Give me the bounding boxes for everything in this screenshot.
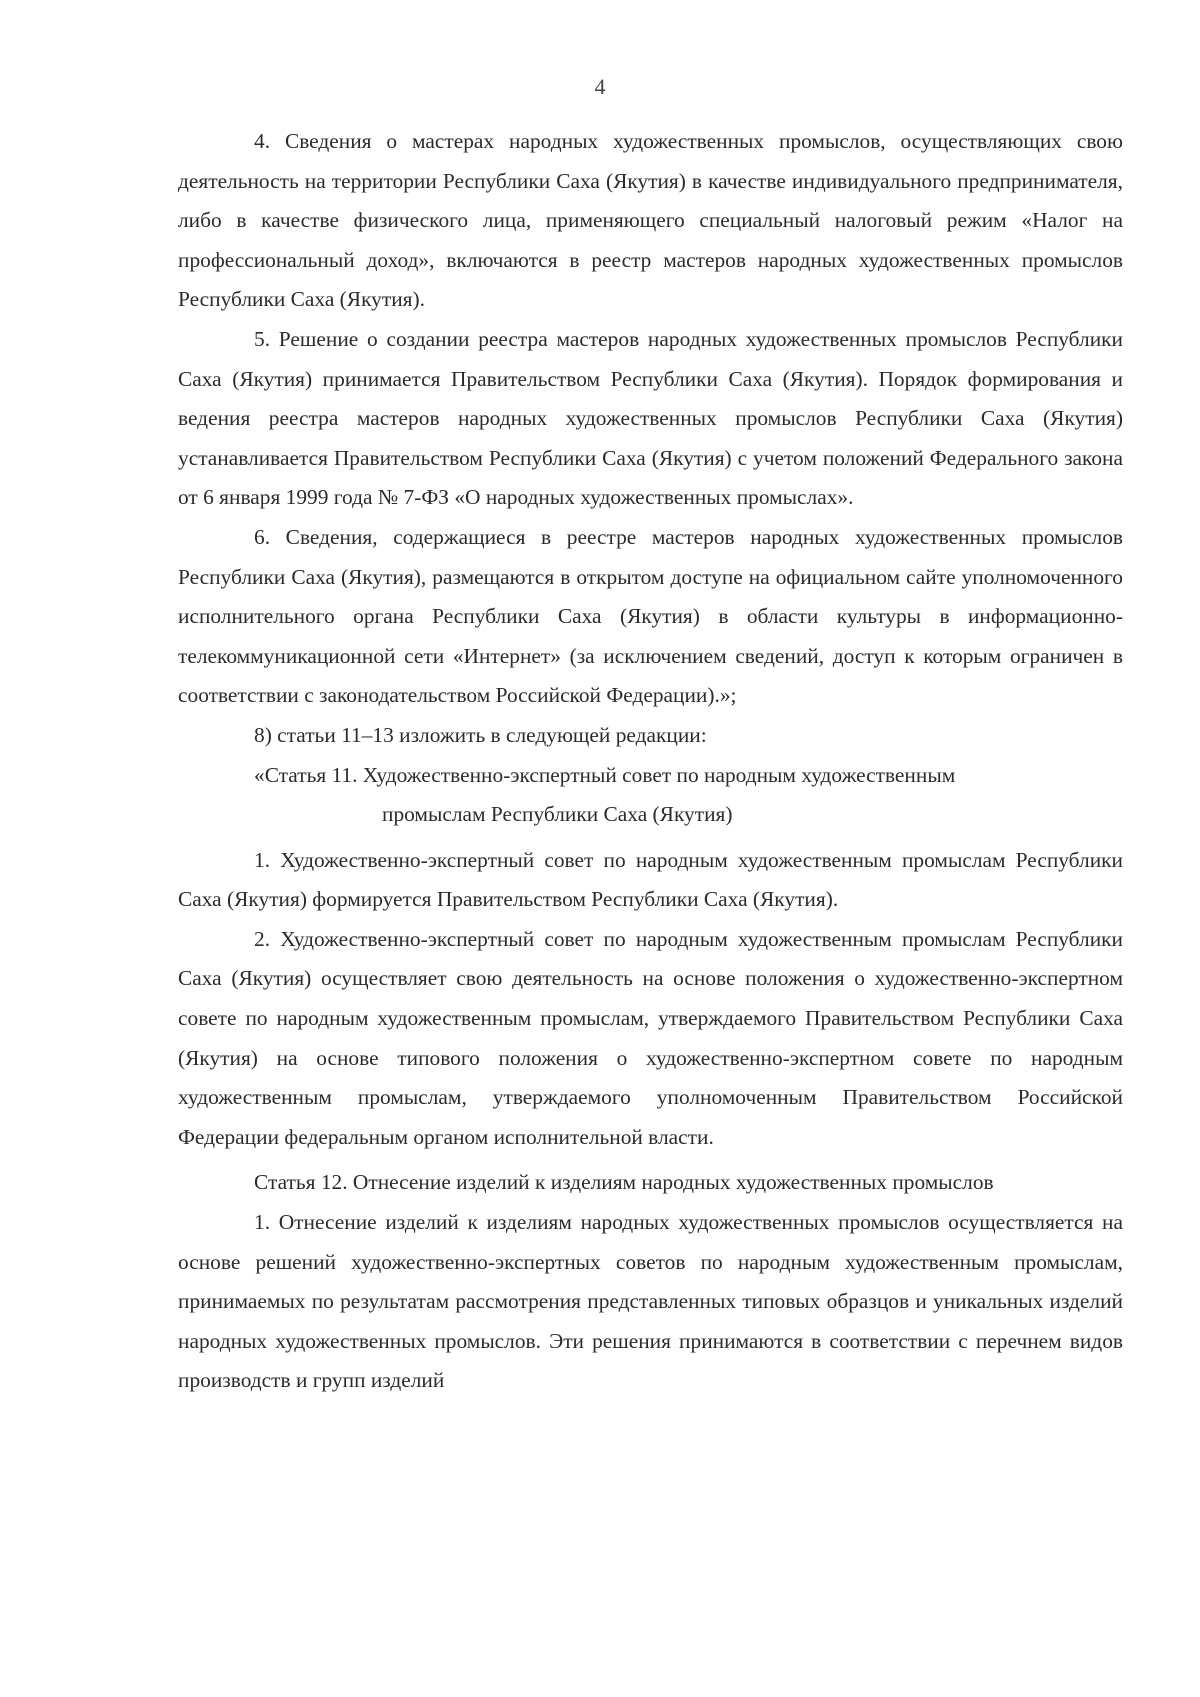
- article-11-heading-line1: «Статья 11. Художественно-экспертный совет по народным художественным: [254, 762, 956, 787]
- paragraph-6: 6. Сведения, содержащиеся в реестре мастеров народных художественных промыслов Республики Саха (Якутия), размещаются в открытом доступе на официальном сайте уполномоченного исполнительного органа Республики Саха (Якутия) в области культуры в информационно-телекоммуникационной сети «Интернет» (за исключением сведений, доступ к которым ограничен в соответствии с законодательством Российской Федерации).»;: [178, 524, 1123, 708]
- amendment-item-8: 8) статьи 11–13 изложить в следующей редакции:: [254, 722, 707, 747]
- article-11-heading: [178, 756, 1123, 835]
- article-11-paragraph-2: 2. Художественно-экспертный совет по народным художественным промыслам Республики Саха (Якутия) осуществляет свою деятельность на основе положения о художественно-экспертном совете по народным художественным промыслам, утверждаемого Правительством Республики Саха (Якутия) на основе типового положения о художественно-экспертном совете по народным художественным промыслам, утверждаемого уполномоченным Правительством Российской Федерации федеральным органом исполнительной власти.: [178, 926, 1123, 1149]
- article-11-heading-line2: промыслам Республики Саха (Якутия): [382, 802, 733, 827]
- paragraph-4: 4. Сведения о мастерах народных художественных промыслов, осуществляющих свою деятельность на территории Республики Саха (Якутия) в качестве индивидуального предпринимателя, либо в качестве физического лица, применяющего специальный налоговый режим «Налог на профессиональный доход», включаются в реестр мастеров народных художественных промыслов Республики Саха (Якутия).: [178, 129, 1123, 312]
- article-11-paragraph-1: 1. Художественно-экспертный совет по народным художественным промыслам Республики Саха (Якутия) формируется Правительством Республики Саха (Якутия).: [178, 847, 1123, 912]
- article-12-paragraph-1: 1. Отнесение изделий к изделиям народных художественных промыслов осуществляется на основе решений художественно-экспертных советов по народным художественным промыслам, принимаемых по результатам рассмотрения представленных типовых образцов и уникальных изделий народных художественных промыслов. Эти решения принимаются в соответствии с перечнем видов производств и групп изделий: [178, 1210, 1123, 1393]
- article-12-heading: Статья 12. Отнесение изделий к изделиям народных художественных промыслов: [254, 1170, 994, 1195]
- paragraph-5: 5. Решение о создании реестра мастеров народных художественных промыслов Республики Саха (Якутия) принимается Правительством Республики Саха (Якутия). Порядок формирования и ведения реестра мастеров народных художественных промыслов Республики Саха (Якутия) устанавливается Правительством Республики Саха (Якутия) с учетом положений Федерального закона от 6 января 1999 года № 7-ФЗ «О народных художественных промыслах».: [178, 326, 1123, 510]
- document-body: [178, 122, 1123, 1401]
- page-number: 4: [594, 74, 606, 99]
